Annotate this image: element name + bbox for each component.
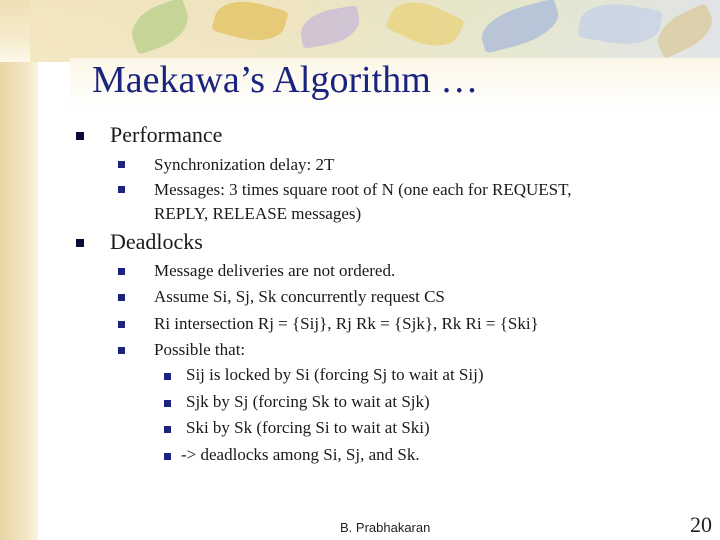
deadlocks-item: Possible that: [154, 340, 246, 359]
deadlocks-subitem: -> deadlocks among Si, Sj, and Sk. [181, 445, 420, 464]
sub-bullet-square-icon [118, 294, 125, 301]
decorative-left-band [0, 0, 38, 540]
sub-bullet-square-icon [118, 321, 125, 328]
deadlocks-subitem: Sij is locked by Si (forcing Sj to wait at Sij) [186, 365, 484, 384]
deadlocks-item: Message deliveries are not ordered. [154, 261, 396, 280]
deadlocks-item: Ri intersection Rj = {Sij}, Rj Rk = {Sjk}, Rk Ri = {Ski} [154, 314, 539, 333]
footer-author: B. Prabhakaran [340, 520, 431, 535]
section-performance-label: Performance [110, 122, 223, 147]
page-number: 20 [690, 512, 712, 537]
sub-bullet-square-icon [118, 161, 125, 168]
sub-sub-bullet-square-icon [164, 400, 171, 407]
sub-bullet-square-icon [118, 347, 125, 354]
sub-sub-bullet-square-icon [164, 453, 171, 460]
sub-sub-bullet-square-icon [164, 373, 171, 380]
decorative-top-band [0, 0, 720, 62]
deadlocks-subitem: Sjk by Sj (forcing Sk to wait at Sjk) [186, 392, 430, 411]
bullet-square-icon [76, 132, 84, 140]
sub-bullet-square-icon [118, 268, 125, 275]
performance-item-continued: REPLY, RELEASE messages) [154, 204, 362, 223]
bullet-square-icon [76, 239, 84, 247]
deadlocks-subitem: Ski by Sk (forcing Si to wait at Ski) [186, 418, 430, 437]
deadlocks-item: Assume Si, Sj, Sk concurrently request CS [154, 287, 445, 306]
sub-bullet-square-icon [118, 186, 125, 193]
sub-sub-bullet-square-icon [164, 426, 171, 433]
performance-item: Messages: 3 times square root of N (one each for REQUEST, [154, 180, 572, 199]
slide-title: Maekawa’s Algorithm … [92, 59, 479, 101]
section-deadlocks-label: Deadlocks [110, 229, 203, 254]
performance-item: Synchronization delay: 2T [154, 155, 335, 174]
